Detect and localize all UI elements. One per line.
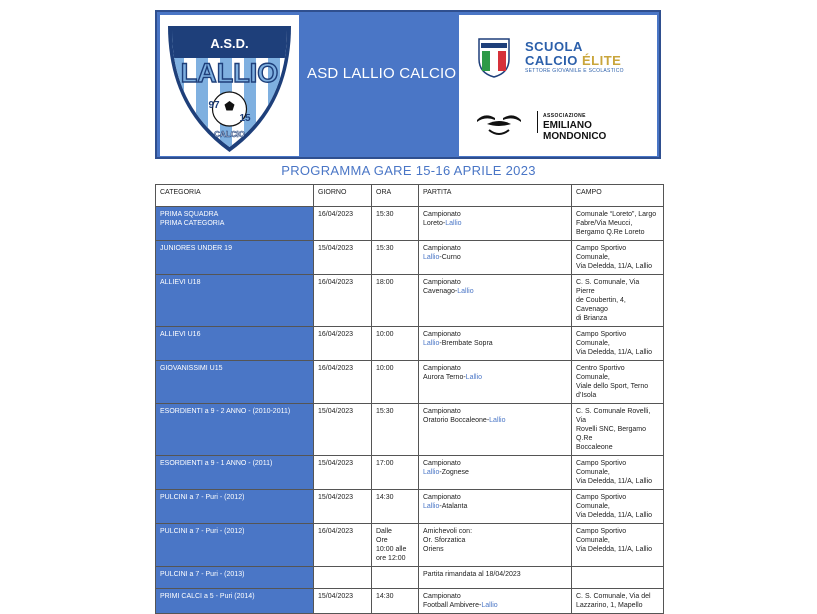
partita-match [423,468,567,477]
team-name-lallio: Lallio [423,254,440,261]
mondonico-portrait-icon [473,110,525,140]
partita-type: Campionato [423,331,461,338]
ora-line: 18:00 [376,279,394,286]
association-label: ASSOCIAZIONE [543,113,586,119]
campo-line: Rovelli SNC, Bergamo Q.Re [576,426,647,442]
crest-top-text: A.S.D. [210,36,249,51]
cell-giorno: 15/04/2023 [314,589,372,614]
campo-line: Campo Sportivo Comunale, [576,245,627,261]
partita-type: Campionato [423,593,461,600]
header-categoria: CATEGORIA [156,185,314,207]
campo-line: Via Deledda, 11/A, Lallio [576,349,653,356]
club-logo-panel [160,15,299,156]
header-ora: ORA [372,185,419,207]
campo-line: Campo Sportivo Comunale, [576,331,627,347]
cell-campo [572,404,664,456]
partita-match [423,416,567,425]
cell-partita [419,567,572,589]
cell-campo [572,490,664,524]
opponent-name: -Atalanta [439,503,468,510]
categoria-line: ALLIEVI U16 [160,331,201,338]
cell-campo [572,567,664,589]
team-name-lallio: Lallio [423,340,440,347]
cell-giorno: 16/04/2023 [314,275,372,327]
cell-categoria [156,241,314,275]
club-crest-logo [160,15,299,156]
team-name-lallio: Lallio [481,602,498,609]
cell-partita [419,241,572,275]
header-partita: PARTITA [419,185,572,207]
cell-partita [419,207,572,241]
partita-match [423,253,567,262]
categoria-line: ESORDIENTI a 9 - 1 ANNO - (2011) [160,460,273,467]
opponent-name: -Brembate Sopra [439,340,493,347]
scuola-calcio-line2 [525,53,621,68]
table-row [156,361,664,404]
scuola-calcio-subtitle: SETTORE GIOVANILE E SCOLASTICO [525,68,624,74]
partita-match [423,601,567,610]
partita-line: Partita rimandata al 18/04/2023 [423,571,521,578]
cell-ora [372,275,419,327]
partita-match [423,373,567,382]
cell-partita [419,275,572,327]
categoria-line: GIOVANISSIMI U15 [160,365,223,372]
cell-partita [419,456,572,490]
cell-campo [572,361,664,404]
cell-categoria [156,589,314,614]
ora-line: 15:30 [376,408,394,415]
cell-categoria [156,404,314,456]
partita-line: Or. Sforzatica [423,537,466,544]
team-name-lallio: Lallio [465,374,483,381]
cell-ora [372,241,419,275]
table-row [156,327,664,361]
cell-categoria [156,207,314,241]
partita-type: Campionato [423,408,461,415]
cell-partita [419,490,572,524]
cell-ora [372,327,419,361]
campo-line: C. S. Comunale Rovelli, Via [576,408,651,424]
team-name-lallio: Lallio [445,220,462,227]
partita-type: Campionato [423,460,461,467]
header-giorno: GIORNO [314,185,372,207]
cell-campo [572,207,664,241]
ora-line: Dalle [376,528,392,535]
cell-campo [572,589,664,614]
cell-giorno: 16/04/2023 [314,207,372,241]
team-name-lallio: Lallio [457,288,474,295]
ora-line: 17:00 [376,460,394,467]
cell-campo [572,524,664,567]
ora-line: 10:00 alle [376,546,407,553]
cell-partita [419,524,572,567]
opponent-name: Oratorio Boccaleone- [423,417,490,424]
campo-line: C. S. Comunale, Via del [576,593,651,600]
ora-line: 15:30 [376,211,394,218]
opponent-name: -Curno [439,254,461,261]
partita-match [423,219,567,228]
cell-giorno: 15/04/2023 [314,456,372,490]
cell-giorno: 15/04/2023 [314,241,372,275]
ora-line: 10:00 [376,331,394,338]
scuola-calcio-word: CALCIO [525,53,578,68]
ora-line: 14:30 [376,494,394,501]
campo-line: Lazzarino, 1, Mapello [576,602,643,609]
campo-line: Via Deledda, 11/A, Lallio [576,512,653,519]
campo-line: di Brianza [576,315,608,322]
crest-year-left: 97 [208,100,220,111]
association-name: EMILIANO MONDONICO [543,120,607,142]
cell-ora [372,361,419,404]
campo-line: Centro Sportivo Comunale, [576,365,625,381]
partita-type: Campionato [423,365,461,372]
campo-line: Campo Sportivo Comunale, [576,460,627,476]
campo-line: Campo Sportivo Comunale, [576,494,627,510]
cell-ora [372,490,419,524]
cell-categoria [156,361,314,404]
ora-line: 15:30 [376,245,394,252]
table-row [156,241,664,275]
cell-ora [372,456,419,490]
cell-partita [419,327,572,361]
cell-giorno: 16/04/2023 [314,524,372,567]
page-title: PROGRAMMA GARE 15-16 APRILE 2023 [281,163,536,178]
cell-giorno [314,567,372,589]
table-header-row [156,185,664,207]
partita-type: Campionato [423,245,461,252]
header-campo: CAMPO [572,185,664,207]
cell-ora [372,207,419,241]
partita-type: Campionato [423,494,461,501]
cell-categoria [156,567,314,589]
partita-line: Amichevoli con: [423,528,473,535]
partita-match [423,287,567,296]
ora-line: ore 12:00 [376,555,406,562]
categoria-line: JUNIORES UNDER 19 [160,245,232,252]
partita-type: Campionato [423,279,461,286]
table-row [156,456,664,490]
ora-line: 14:30 [376,593,394,600]
crest-bottom-text: CALCIO [214,130,245,139]
categoria-line: PULCINI a 7 - Puri - (2012) [160,494,245,501]
categoria-line: ALLIEVI U18 [160,279,201,286]
opponent-name: Loreto- [423,220,446,227]
ora-line: 10:00 [376,365,394,372]
campo-line: Campo Sportivo Comunale, [576,528,627,544]
cell-categoria [156,456,314,490]
elite-word: ÉLITE [581,53,622,68]
cell-campo [572,241,664,275]
table-row [156,404,664,456]
cell-campo [572,327,664,361]
cell-giorno: 15/04/2023 [314,490,372,524]
cell-categoria [156,490,314,524]
campo-line: Via Deledda, 11/A, Lallio [576,263,653,270]
cell-partita [419,361,572,404]
match-schedule-table [155,184,664,614]
categoria-line: PRIMI CALCI a 5 - Puri (2014) [160,593,255,600]
campo-line: Bergamo Q.Re Loreto [576,229,645,236]
campo-line: de Coubertin, 4, Cavenago [576,297,626,313]
opponent-name: Aurora Terno- [423,374,466,381]
categoria-line: PRIMA SQUADRA [160,211,219,218]
campo-line: Via Deledda, 11/A, Lallio [576,478,653,485]
cell-categoria [156,275,314,327]
cell-giorno: 16/04/2023 [314,327,372,361]
opponent-name: Football Ambivere- [423,602,482,609]
partita-line: Oriens [423,546,444,553]
club-name: ASD LALLIO CALCIO [307,65,457,82]
cell-ora [372,404,419,456]
table-row [156,275,664,327]
cell-partita [419,404,572,456]
cell-campo [572,275,664,327]
categoria-line: PRIMA CATEGORIA [160,220,225,227]
table-row [156,207,664,241]
team-name-lallio: Lallio [489,417,506,424]
cell-campo [572,456,664,490]
header-banner [155,10,661,159]
cell-ora [372,567,419,589]
campo-line: d’Isola [576,392,597,399]
cell-ora [372,589,419,614]
cell-partita [419,589,572,614]
table-row [156,589,664,614]
opponent-name: Cavenago- [423,288,458,295]
cell-giorno: 16/04/2023 [314,361,372,404]
cell-giorno: 15/04/2023 [314,404,372,456]
table-row [156,524,664,567]
ora-line: Ore [376,537,388,544]
cell-categoria [156,327,314,361]
opponent-name: -Zognese [439,469,469,476]
campo-line: Boccaleone [576,444,613,451]
campo-line: Fabre/Via Meucci, [576,220,633,227]
campo-line: Via Deledda, 11/A, Lallio [576,546,653,553]
crest-name-text: LALLIO [180,58,279,88]
table-row [156,490,664,524]
campo-line: Comunale “Loreto”, Largo [576,211,657,218]
cell-ora [372,524,419,567]
categoria-line: PULCINI a 7 - Puri - (2012) [160,528,245,535]
partners-panel [459,15,657,156]
cell-categoria [156,524,314,567]
team-name-lallio: Lallio [423,469,440,476]
campo-line: C. S. Comunale, Via Pierre [576,279,640,295]
partita-match [423,339,567,348]
crest-year-right: 15 [239,113,251,124]
categoria-line: ESORDIENTI a 9 - 2 ANNO - (2010-2011) [160,408,291,415]
table-row [156,567,664,589]
partita-type: Campionato [423,211,461,218]
figc-shield-icon [477,37,511,79]
categoria-line: PULCINI a 7 - Puri - (2013) [160,571,245,578]
campo-line: Viale dello Sport, Terno [576,383,649,390]
scuola-calcio-line1: SCUOLA [525,39,583,54]
team-name-lallio: Lallio [423,503,440,510]
logo-divider [537,111,538,133]
